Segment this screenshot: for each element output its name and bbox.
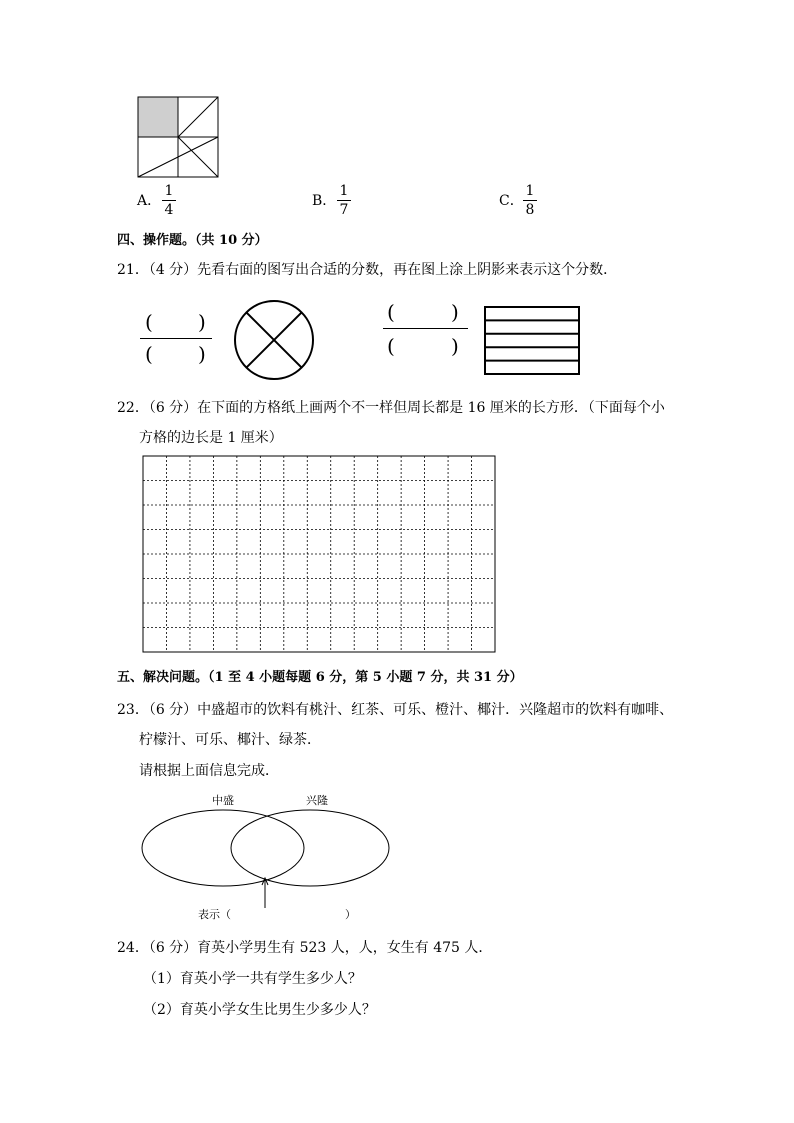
option-b-fraction <box>337 183 351 218</box>
option-b-label: B． <box>312 193 337 209</box>
question-24-sub1: （1）育英小学一共有学生多少人？ <box>143 971 362 987</box>
option-c-fraction <box>523 183 537 218</box>
question-22-line2: 方格的边长是 1 厘米） <box>139 430 283 446</box>
striped-rectangle-figure <box>484 306 580 376</box>
question-24-line1: 24．（6 分）育英小学男生有 523 人，人，女生有 475 人． <box>117 940 493 956</box>
venn-note-suffix: ） <box>345 908 356 921</box>
question-23-line1: 23．（6 分）中盛超市的饮料有桃汁、红茶、可乐、橙汁、椰汁．兴隆超市的饮料有咖啡、 <box>117 702 674 718</box>
option-a-label: A． <box>137 193 162 209</box>
fraction-bar <box>383 328 468 329</box>
fraction-bar <box>140 338 212 339</box>
paren-open: ( <box>387 300 395 324</box>
option-a-fraction <box>162 183 176 218</box>
venn-diagram <box>140 808 400 918</box>
divided-square-figure <box>137 96 219 178</box>
numerator: 1 <box>339 183 349 199</box>
venn-note-prefix: 表示（ <box>198 908 231 921</box>
grid-paper[interactable] <box>142 455 496 653</box>
denominator: 4 <box>164 202 174 218</box>
question-24-sub2: （2）育英小学女生比男生少多少人？ <box>143 1002 376 1018</box>
numerator: 1 <box>525 183 535 199</box>
question-21-text: 21．（4 分）先看右面的图写出合适的分数，再在图上涂上阴影来表示这个分数． <box>117 262 618 278</box>
numerator: 1 <box>164 183 174 199</box>
venn-label-right: 兴隆 <box>306 794 328 807</box>
question-23-line3: 请根据上面信息完成． <box>139 763 279 779</box>
paren-close: ) <box>451 334 459 358</box>
paren-open: ( <box>387 334 395 358</box>
option-c-label: C． <box>499 193 524 209</box>
denominator: 7 <box>339 202 349 218</box>
venn-label-left: 中盛 <box>212 794 234 807</box>
paren-close: ) <box>451 300 459 324</box>
circle-quarters-figure <box>232 298 316 382</box>
question-22-line1: 22．（6 分）在下面的方格纸上画两个不一样但周长都是 16 厘米的长方形．（下面每个小 <box>117 400 665 416</box>
paren-open: ( <box>145 310 153 334</box>
section-title: 四、操作题。（共 10 分） <box>117 233 268 248</box>
paren-open: ( <box>145 342 153 366</box>
question-23-line2: 柠檬汁、可乐、椰汁、绿茶． <box>139 732 321 748</box>
section-title: 五、解决问题。（1 至 4 小题每题 6 分，第 5 小题 7 分，共 31 分） <box>117 670 523 685</box>
paren-close: ) <box>198 310 206 334</box>
denominator: 8 <box>525 202 535 218</box>
paren-close: ) <box>198 342 206 366</box>
